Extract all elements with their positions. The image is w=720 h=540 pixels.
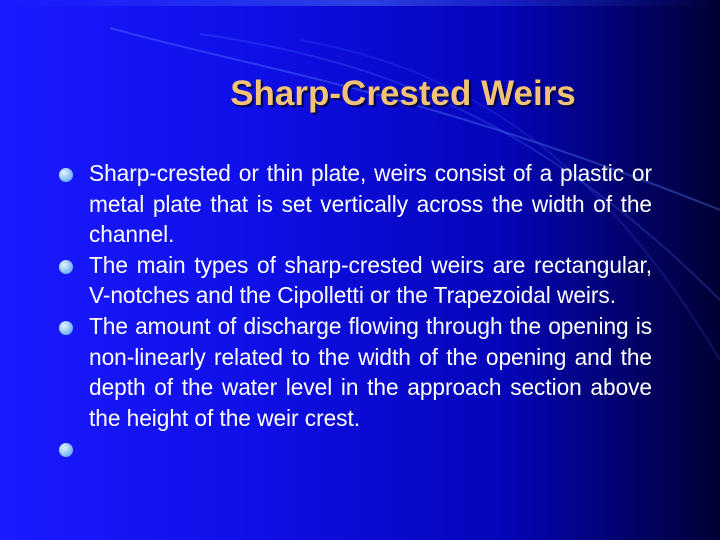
bullet-text: The main types of sharp-crested weirs are rectangular, V-notches and the Cipolletti or the Trapezoidal weirs. [89, 251, 652, 309]
bullet-dot-icon [59, 443, 73, 457]
slide-title: Sharp-Crested Weirs [230, 74, 576, 113]
bullet-dot-icon [59, 260, 73, 274]
top-stripe [0, 0, 720, 6]
bullet-item [54, 250, 652, 311]
bullet-text: Sharp-crested or thin plate, weirs consist of a plastic or metal plate that is set vertically across the width of the channel. [89, 160, 652, 248]
bullet-dot-icon [59, 168, 73, 182]
bullet-item-empty [54, 433, 652, 464]
bullet-list [54, 158, 652, 464]
bullet-text: The amount of discharge flowing through the opening is non-linearly related to the width of the opening and the depth of the water level in the approach section above the height of the weir crest. [89, 312, 652, 431]
bullet-dot-icon [59, 321, 73, 335]
bullet-item [54, 158, 652, 250]
bullet-item [54, 311, 652, 433]
